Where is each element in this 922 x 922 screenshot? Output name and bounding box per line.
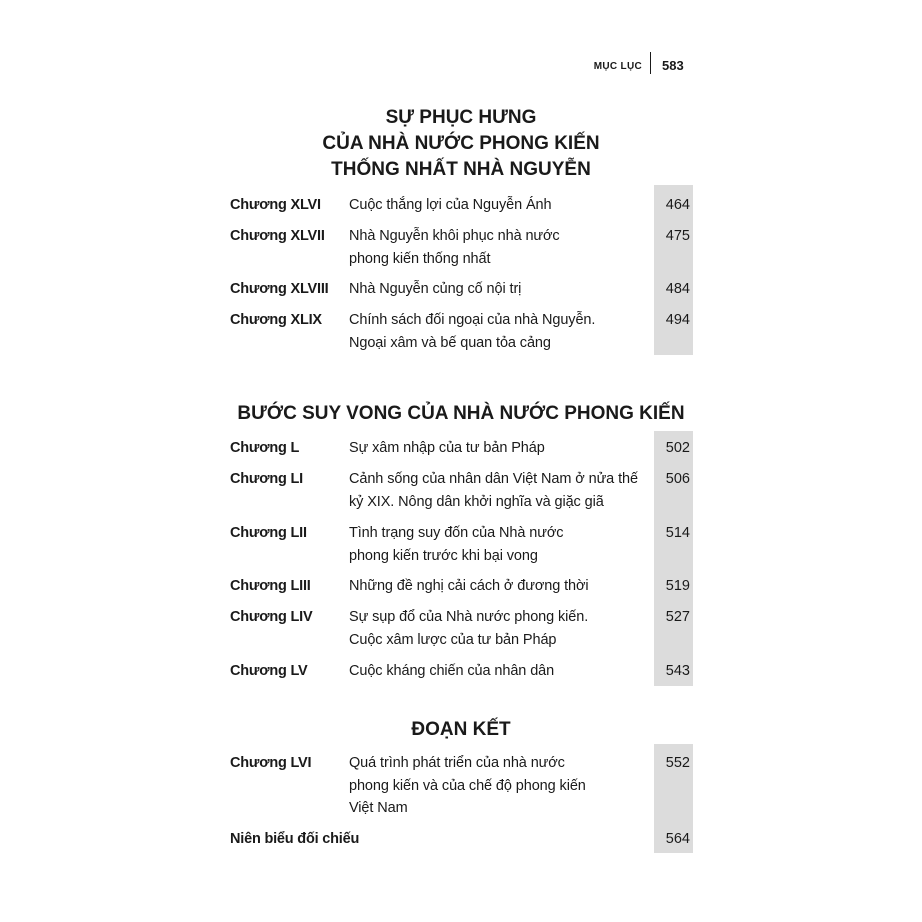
section-title-1 [230,105,692,183]
chapter-page: 484 [665,281,690,297]
section-title-line: SỰ PHỤC HƯNG [385,107,537,128]
chapter-label: Chương LIV [230,609,313,625]
chapter-page: 514 [665,525,690,541]
chapter-title: Chính sách đối ngoại của nhà Nguyễn. Ngoại xâm và bế quan tỏa cảng [349,312,596,351]
running-header-title: MỤC LỤC [593,61,642,72]
page-number: 583 [662,58,684,73]
chapter-label: Niên biểu đối chiếu [230,831,360,847]
section-title-3 [230,717,692,743]
chapter-page: 475 [665,228,690,244]
chapter-page: 543 [665,663,690,679]
section-title-line: ĐOẠN KẾT [411,719,511,740]
chapter-label: Chương LI [230,471,303,487]
section-title-line: THỐNG NHẤT NHÀ NGUYỄN [331,159,591,180]
chapter-title: Sự xâm nhập của tư bản Pháp [349,440,545,456]
section-title-2 [230,401,692,427]
chapter-label: Chương XLVII [230,228,325,244]
chapter-title: Cuộc thắng lợi của Nguyễn Ánh [349,197,552,213]
chapter-title: Sự sụp đổ của Nhà nước phong kiến. Cuộc xâm lược của tư bản Pháp [349,609,589,648]
chapter-label: Chương LII [230,525,307,541]
chapter-page: 494 [665,312,690,328]
chapter-label: Chương XLIX [230,312,322,328]
chapter-title: Cuộc kháng chiến của nhân dân [349,663,555,679]
chapter-title: Quá trình phát triển của nhà nước phong kiến và của chế độ phong kiến Việt Nam [349,755,586,816]
section-title-line: CỦA NHÀ NƯỚC PHONG KIẾN [322,133,600,154]
chapter-label: Chương XLVI [230,197,321,213]
chapter-page: 502 [665,440,690,456]
chapter-label: Chương XLVIII [230,281,329,297]
chapter-label: Chương L [230,440,300,456]
running-header [0,52,922,76]
section-title-line: BƯỚC SUY VONG CỦA NHÀ NƯỚC PHONG KIẾN [237,403,685,424]
chapter-page: 552 [665,755,690,771]
chapter-page: 519 [665,578,690,594]
header-divider [650,52,651,74]
chapter-page: 506 [665,471,690,487]
chapter-label: Chương LIII [230,578,311,594]
chapter-title: Nhà Nguyễn khôi phục nhà nước phong kiến thống nhất [349,228,560,267]
chapter-label: Chương LV [230,663,308,679]
chapter-page: 564 [665,831,690,847]
chapter-page: 527 [665,609,690,625]
chapter-title: Những đề nghị cải cách ở đương thời [349,578,589,594]
chapter-title: Cảnh sống của nhân dân Việt Nam ở nửa thế kỷ XIX. Nông dân khởi nghĩa và giặc giã [349,471,638,510]
chapter-label: Chương LVI [230,755,312,771]
chapter-page: 464 [665,197,690,213]
chapter-title: Nhà Nguyễn củng cố nội trị [349,281,522,297]
chapter-title: Tình trạng suy đốn của Nhà nước phong kiến trước khi bại vong [349,525,564,564]
